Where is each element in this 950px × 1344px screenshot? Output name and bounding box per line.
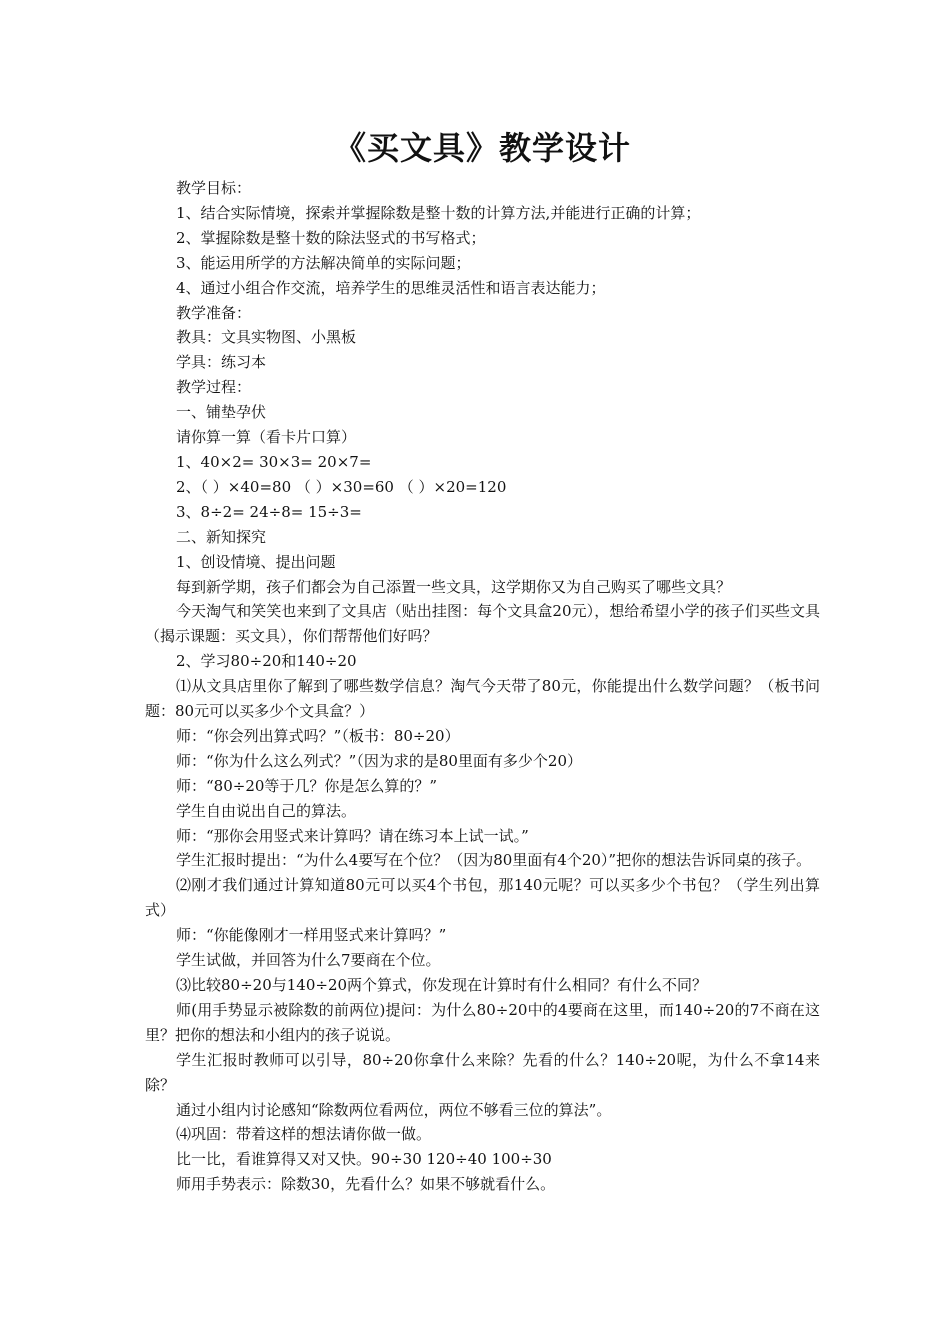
- paragraph: 请你算一算（看卡片口算）: [176, 428, 357, 447]
- paragraph: 学具：练习本: [176, 353, 267, 372]
- paragraph: 2、（ ）×40=80 （ ）×30=60 （ ）×20=120: [176, 477, 507, 496]
- paragraph: 教具：文具实物图、小黑板: [176, 328, 357, 347]
- paragraph: 师：“你能像刚才一样用竖式来计算吗？”: [176, 926, 447, 945]
- paragraph: 师用手势表示：除数30，先看什么？如果不够就看什么。: [176, 1175, 556, 1194]
- paragraph: 学生汇报时提出：“为什么4要写在个位？（因为80里面有4个20）”把你的想法告诉同桌的孩子。: [176, 851, 812, 870]
- paragraph: 教学目标：: [176, 179, 252, 197]
- paragraph: 学生自由说出自己的算法。: [176, 801, 357, 820]
- document-body: [145, 176, 820, 1197]
- paragraph: 师：“那你会用竖式来计算吗？请在练习本上试一试。”: [176, 826, 529, 845]
- paragraph: 师(用手势显示被除数的前两位)提问：为什么80÷20中的4要商在这里，而140÷20的7不商在这里？把你的想法和小组内的孩子说说。: [145, 1000, 820, 1044]
- paragraph: 通过小组内讨论感知“除数两位看两位，两位不够看三位的算法”。: [176, 1100, 612, 1119]
- paragraph: 2、掌握除数是整十数的除法竖式的书写格式；: [176, 228, 486, 247]
- paragraph: 3、能运用所学的方法解决简单的实际问题；: [176, 253, 471, 272]
- paragraph: 2、学习80÷20和140÷20: [176, 652, 357, 671]
- paragraph: 1、创设情境、提出问题: [176, 552, 336, 571]
- document-page: [145, 120, 820, 1197]
- paragraph: 4、通过小组合作交流，培养学生的思维灵活性和语言表达能力；: [176, 278, 606, 297]
- paragraph: 1、40×2= 30×3= 20×7=: [176, 452, 372, 471]
- document-title: 《买文具》教学设计: [333, 129, 631, 167]
- paragraph: 一、铺垫孕伏: [176, 403, 267, 422]
- paragraph: 师：“80÷20等于几？你是怎么算的？”: [176, 776, 438, 795]
- paragraph: 3、8÷2= 24÷8= 15÷3=: [176, 502, 362, 521]
- paragraph: ⑵刚才我们通过计算知道80元可以买4个书包，那140元呢？可以买多少个书包？（学生列出算式）: [145, 876, 820, 920]
- paragraph: 每到新学期，孩子们都会为自己添置一些文具，这学期你又为自己购买了哪些文具？: [176, 577, 732, 596]
- paragraph: 师：“你为什么这么列式？”（因为求的是80里面有多少个20）: [176, 751, 583, 770]
- paragraph: 学生汇报时教师可以引导，80÷20你拿什么来除？先看的什么？140÷20呢，为什么不拿14来除？: [145, 1050, 820, 1094]
- paragraph: ⑴从文具店里你了解到了哪些数学信息？淘气今天带了80元，你能提出什么数学问题？（板书问题：80元可以买多少个文具盒？）: [145, 677, 820, 721]
- paragraph: 学生试做，并回答为什么7要商在个位。: [176, 951, 441, 970]
- paragraph: ⑶比较80÷20与140÷20两个算式，你发现在计算时有什么相同？有什么不同？: [176, 976, 708, 994]
- paragraph: 比一比，看谁算得又对又快。90÷30 120÷40 100÷30: [176, 1150, 552, 1169]
- paragraph: 今天淘气和笑笑也来到了文具店（贴出挂图：每个文具盒20元），想给希望小学的孩子们买些文具（揭示课题：买文具），你们帮帮他们好吗？: [145, 602, 820, 646]
- paragraph: ⑷巩固：带着这样的想法请你做一做。: [176, 1125, 432, 1144]
- paragraph: 二、新知探究: [176, 527, 267, 546]
- paragraph: 师：“你会列出算式吗？”（板书：80÷20）: [176, 726, 460, 745]
- paragraph: 1、结合实际情境，探索并掌握除数是整十数的计算方法,并能进行正确的计算；: [176, 203, 701, 222]
- paragraph: 教学准备：: [176, 303, 252, 322]
- paragraph: 教学过程：: [176, 378, 252, 397]
